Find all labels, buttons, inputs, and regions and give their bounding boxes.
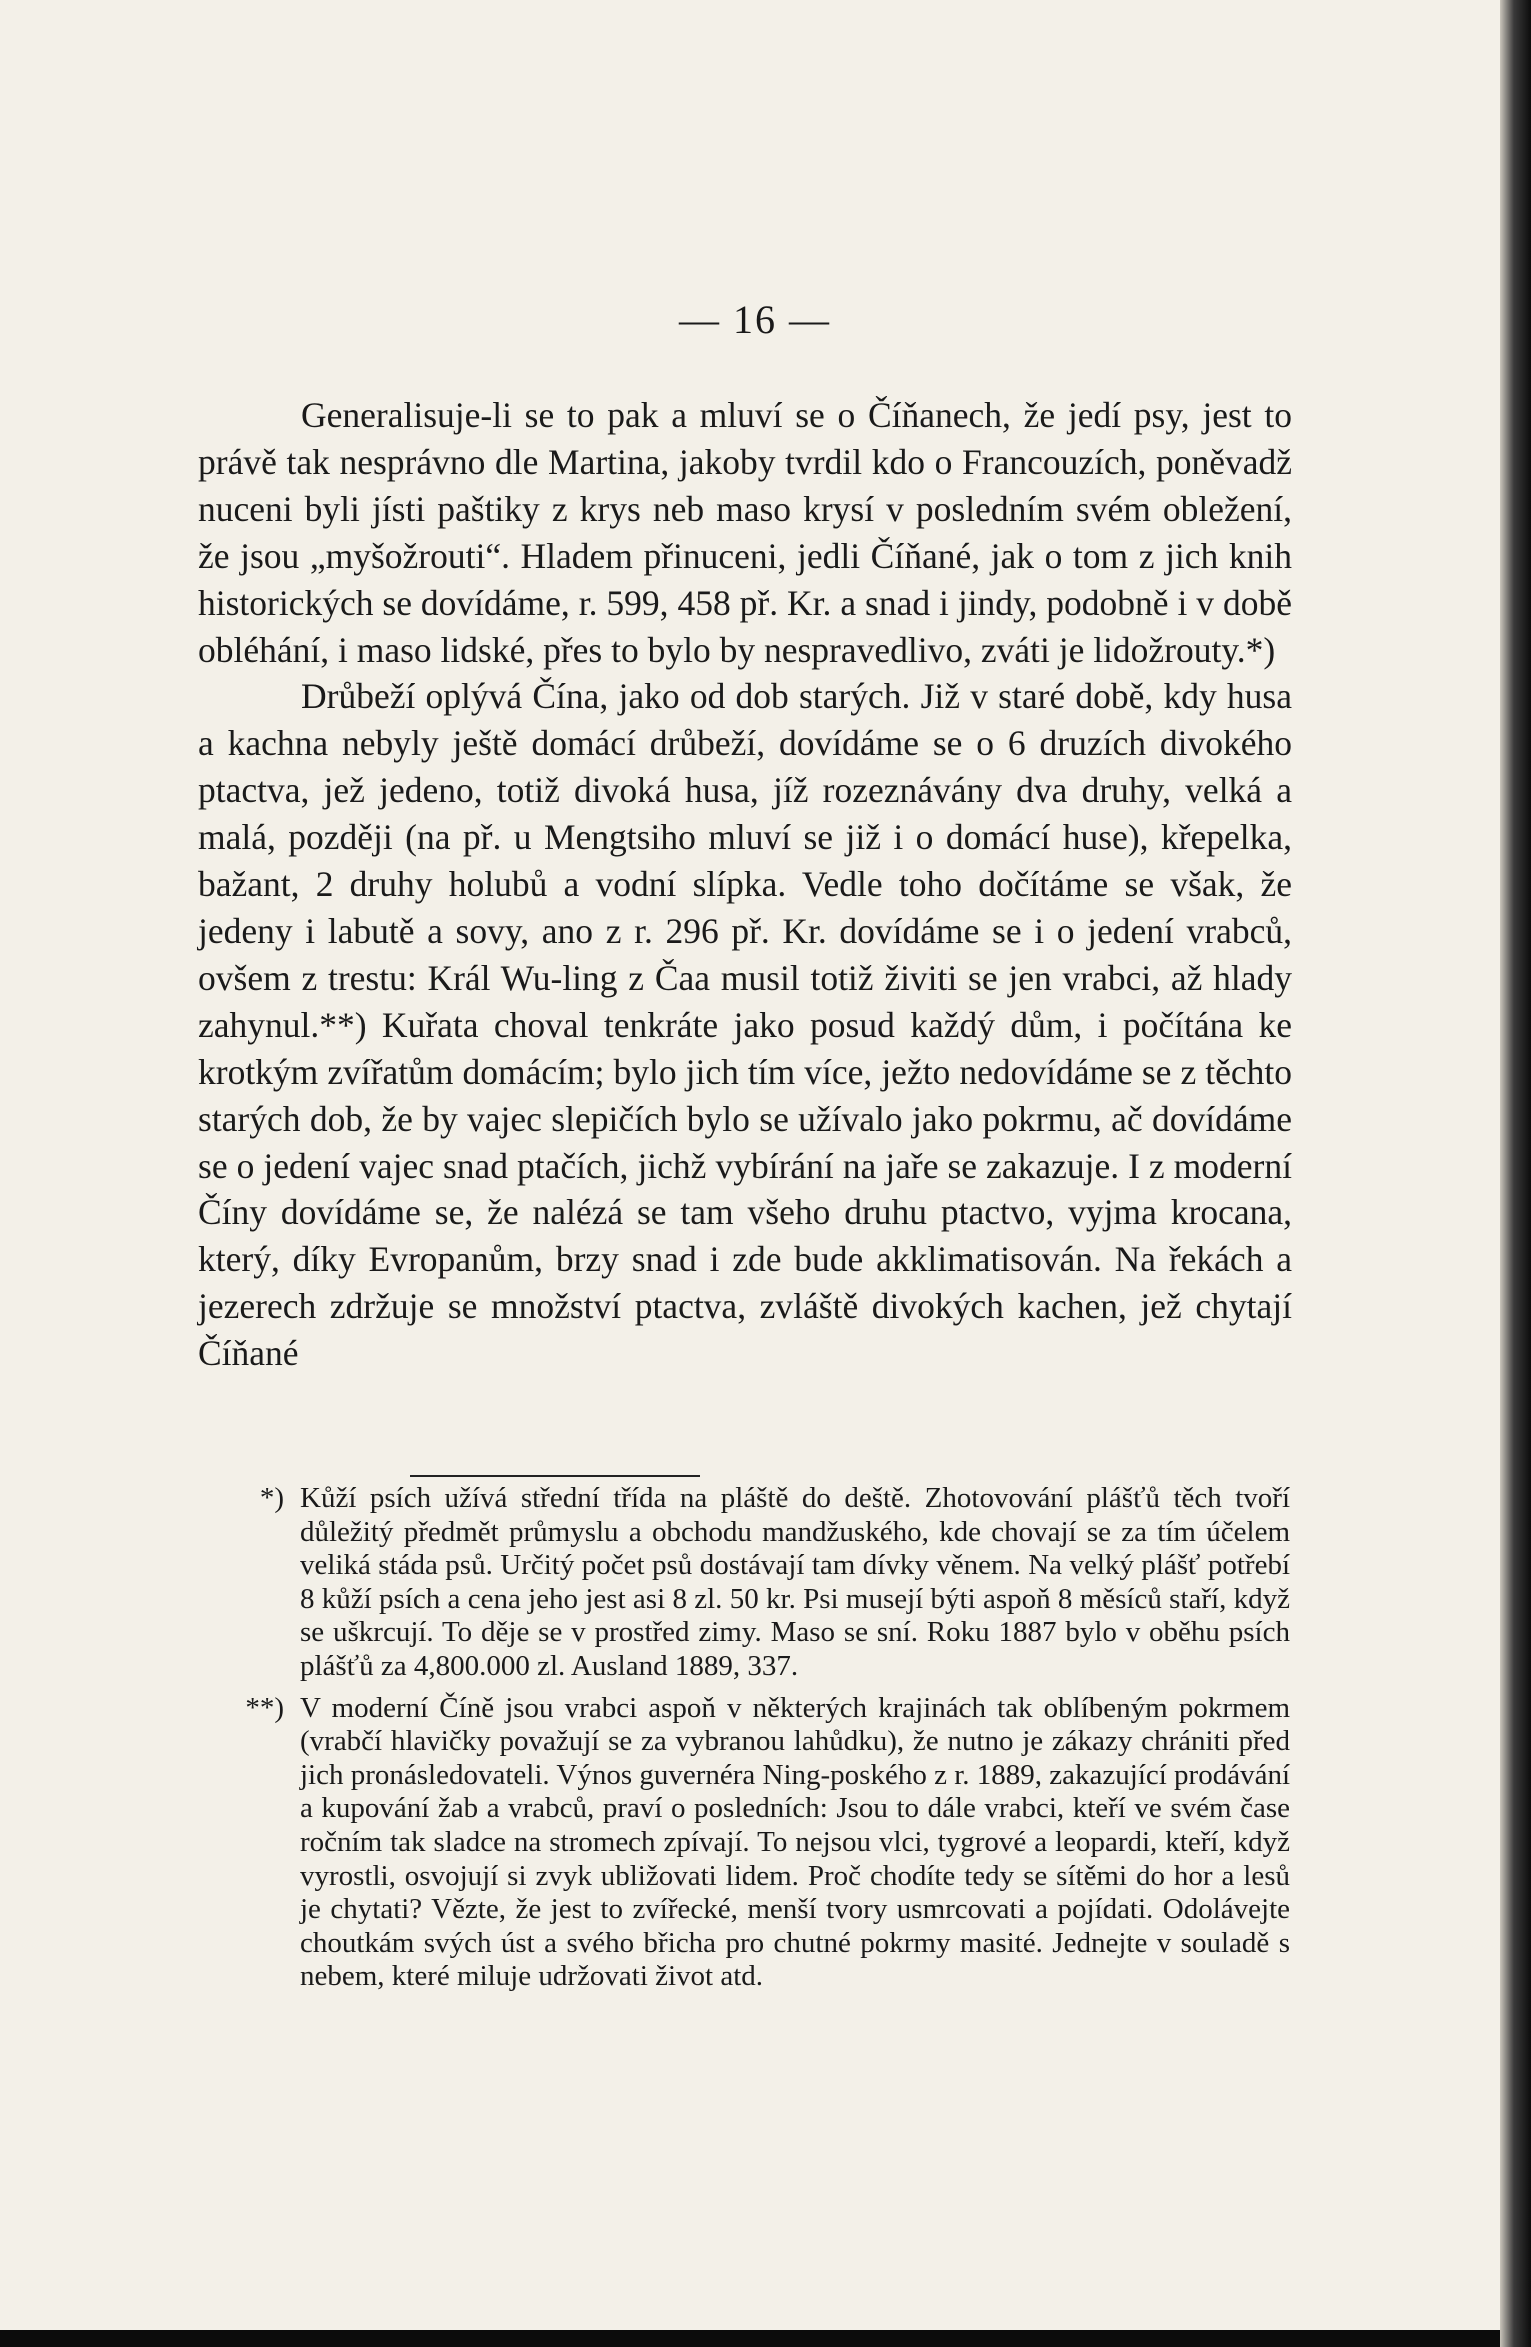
paragraph: Drůbeží oplývá Čína, jako od dob starých. Již v staré době, kdy husa a kachna nebyly ještě domácí drůbeží, dovídáme se o 6 druzích divokého ptactva, jež jedeno, totiž divoká husa, jíž rozeznávány dva druhy, velká a malá, později (na př. u Mengtsiho mluví se již i o domácí huse), křepelka, bažant, 2 druhy holubů a vodní slípka. Vedle toho dočítáme se však, že jedeny i labutě a sovy, ano z r. 296 př. Kr. dovídáme se i o jedení vrabců, ovšem z trestu: Král Wu-ling z Čaa musil totiž živiti se jen vrabci, až hlady zahynul.**) Kuřata choval tenkráte jako posud každý dům, i počítána ke krotkým zvířatům domácím; bylo jich tím více, ježto nedovídáme se z těchto starých dob, že by vajec slepičích bylo se užívalo jako pokrmu, ač dovídáme se o jedení vajec snad ptačích, jichž vybírání na jaře se zakazuje. I z moderní Číny dovídáme se, že nalézá se tam všeho druhu ptactvo, vyjma krocana, který, díky Evropanům, brzy snad i zde bude akklimatisován. Na řekách a jezerech zdržuje se množství ptactva, zvláště divokých kachen, jež chytají Číňané <box>198 676 1292 1374</box>
footnote <box>246 1692 1290 1994</box>
footnote-text: V moderní Číně jsou vrabci aspoň v některých krajinách tak oblíbeným pokrmem (vrabčí hlavičky považují se za vybranou lahůdku), že nutno je zákazy chrániti před jich pronásledovateli. Výnos guvernéra Ning-poského z r. 1889, zakazující prodávání a kupování žab a vrabců, praví o posledních: Jsou to dále vrabci, kteří ve svém čase ročním tak sladce na stromech zpívají. To nejsou vlci, tygrové a leopardi, kteří, když vyrostli, osvojují si zvyk ubližovati lidem. Proč chodíte tedy se sítěmi do hor a lesů je chytati? Vězte, že jest to zvířecké, menší tvory usmrcovati a pojídati. Odolávejte choutkám svých úst a svého břicha pro chutné pokrmy masité. Jednejte v souladě s nebem, které miluje udržovati život atd. <box>300 1691 1291 1993</box>
paragraph: Generalisuje-li se to pak a mluví se o Číňanech, že jedí psy, jest to právě tak nesprávno dle Martina, jakoby tvrdil kdo o Francouzích, poněvadž nuceni byli jísti paštiky z krys neb maso krysí v posledním svém obležení, že jsou „myšožrouti“. Hladem přinuceni, jedli Číňané, jak o tom z jich knih historických se dovídáme, r. 599, 458 př. Kr. a snad i jindy, podobně i v době obléhání, i maso lidské, přes to bylo by nespravedlivo, zváti je lidožrouty.*) <box>198 395 1292 670</box>
footnote-mark: *) <box>259 1482 284 1514</box>
footnote-mark: **) <box>245 1691 284 1724</box>
footnote <box>246 1482 1290 1684</box>
page-edge-shadow <box>1500 0 1531 2347</box>
footnote-text: Kůží psích užívá střední třída na pláště do deště. Zhotovování plášťů těch tvoří důležitý předmět průmyslu a obchodu mandžuského, kde chovají se za tím účelem veliká stáda psů. Určitý počet psů dostávají tam dívky věnem. Na velký plášť potřebí 8 kůží psích a cena jeho jest asi 8 zl. 50 kr. Psi musejí býti aspoň 8 měsíců staří, když se uškrcují. To děje se v prostřed zimy. Maso se sní. Roku 1887 bylo v oběhu psích plášťů za 4,800.000 zl. Ausland 1889, 337. <box>300 1482 1290 1682</box>
footnotes <box>246 1482 1290 2002</box>
footnote-separator <box>410 1475 700 1477</box>
page-number: — 16 — <box>679 297 831 342</box>
main-text <box>198 392 1292 1377</box>
